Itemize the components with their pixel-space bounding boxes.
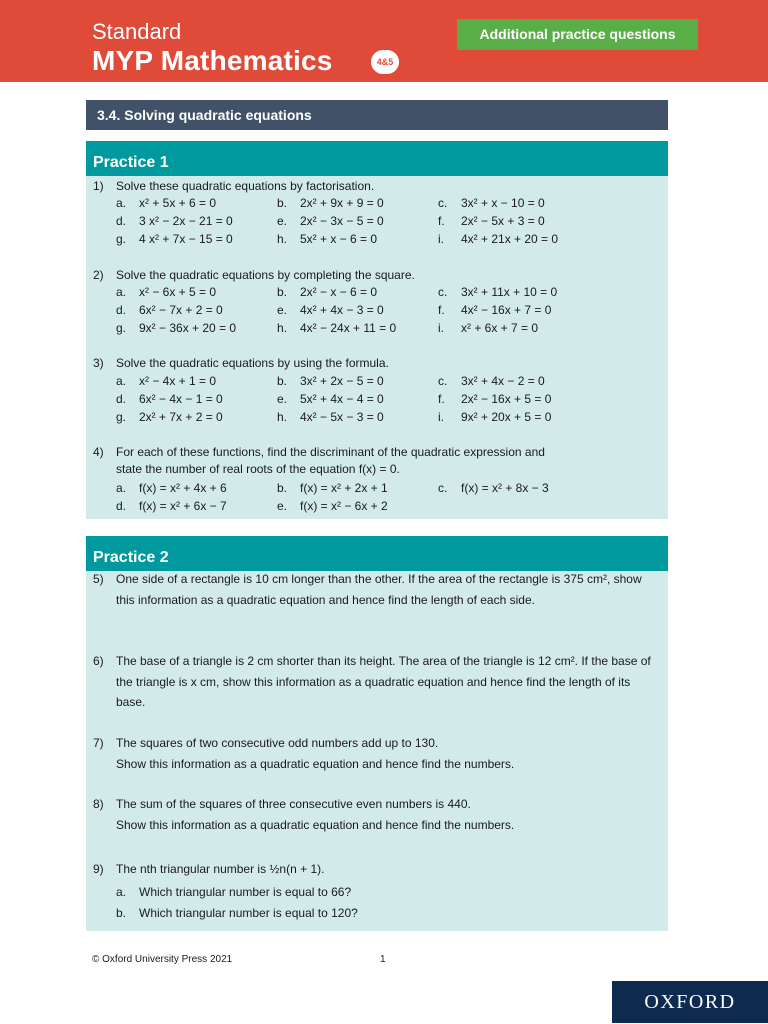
equation-item bbox=[277, 479, 388, 497]
oxford-logo: OXFORD bbox=[612, 981, 768, 1023]
equation-item bbox=[438, 372, 545, 390]
equation-text: 4x² − 24x + 11 = 0 bbox=[300, 321, 397, 335]
question-text bbox=[116, 733, 651, 774]
equation-text: 3x² + 4x − 2 = 0 bbox=[461, 374, 545, 388]
item-label: e. bbox=[277, 214, 288, 228]
item-label: h. bbox=[277, 410, 288, 424]
equation-item bbox=[116, 283, 216, 301]
question-number: 6) bbox=[93, 654, 104, 668]
equation-text: 6x² − 7x + 2 = 0 bbox=[139, 303, 223, 317]
question-text: Solve the quadratic equations by using the formula. bbox=[116, 356, 389, 370]
question-number: 7) bbox=[93, 736, 104, 750]
equation-text: 2x² − 16x + 5 = 0 bbox=[461, 392, 552, 406]
item-label: b. bbox=[277, 481, 288, 495]
question-number: 1) bbox=[93, 179, 104, 193]
equation-item bbox=[438, 212, 545, 230]
brand-standard: Standard bbox=[92, 19, 182, 44]
question-text: Solve the quadratic equations by completing the square. bbox=[116, 268, 415, 282]
item-label: e. bbox=[277, 392, 288, 406]
equation-text: 4x² − 5x − 3 = 0 bbox=[300, 410, 384, 424]
equation-text: 4 x² + 7x − 15 = 0 bbox=[139, 232, 233, 246]
item-label: i. bbox=[438, 410, 444, 424]
item-label: g. bbox=[116, 232, 127, 246]
item-label: g. bbox=[116, 410, 127, 424]
equation-item bbox=[116, 194, 216, 212]
equation-text: 3 x² − 2x − 21 = 0 bbox=[139, 214, 233, 228]
item-label: e. bbox=[277, 303, 288, 317]
item-label: b. bbox=[277, 196, 288, 210]
equation-text: 2x² − x − 6 = 0 bbox=[300, 285, 378, 299]
question-text: The base of a triangle is 2 cm shorter than its height. The area of the triangle is 12 cm². If the base of the triangle is x cm, show this information as a quadratic equation and hence find the length of its base. bbox=[116, 654, 651, 709]
equation-item bbox=[438, 479, 549, 497]
question-text: Solve these quadratic equations by factorisation. bbox=[116, 179, 375, 193]
equation-item bbox=[116, 408, 223, 426]
item-label: f. bbox=[438, 214, 445, 228]
equation-item bbox=[116, 479, 227, 497]
page-header bbox=[0, 0, 768, 82]
question-text: One side of a rectangle is 10 cm longer than the other. If the area of the rectangle is 375 cm², show this information as a quadratic equation and hence find the length of each side. bbox=[116, 572, 642, 607]
equation-item bbox=[116, 212, 233, 230]
equation-item bbox=[277, 497, 388, 515]
item-label: i. bbox=[438, 321, 444, 335]
item-label: a. bbox=[116, 196, 127, 210]
equation-text: f(x) = x² − 6x + 2 bbox=[300, 499, 388, 513]
question-text: For each of these functions, find the discriminant of the quadratic expression and bbox=[116, 445, 545, 459]
equation-item bbox=[438, 194, 545, 212]
copyright: © Oxford University Press 2021 bbox=[92, 954, 233, 965]
question-number: 9) bbox=[93, 862, 104, 876]
item-label: e. bbox=[277, 499, 288, 513]
grade-badge: 4&5 bbox=[371, 50, 399, 74]
equation-item bbox=[116, 301, 223, 319]
equation-text: 3x² + x − 10 = 0 bbox=[461, 196, 545, 210]
question-number: 5) bbox=[93, 572, 104, 586]
item-label: c. bbox=[438, 196, 448, 210]
equation-text: 5x² + 4x − 4 = 0 bbox=[300, 392, 384, 406]
equation-item bbox=[277, 194, 384, 212]
sub-label: a. bbox=[116, 885, 127, 899]
topic-title: 3.4. Solving quadratic equations bbox=[86, 100, 668, 130]
equation-item bbox=[116, 497, 227, 515]
item-label: d. bbox=[116, 392, 127, 406]
question-line-1: The sum of the squares of three consecutive even numbers is 440. bbox=[116, 797, 471, 811]
equation-item bbox=[116, 372, 216, 390]
equation-text: x² + 5x + 6 = 0 bbox=[139, 196, 217, 210]
item-label: d. bbox=[116, 214, 127, 228]
equation-text: f(x) = x² + 2x + 1 bbox=[300, 481, 388, 495]
question-number: 4) bbox=[93, 445, 104, 459]
item-label: h. bbox=[277, 232, 288, 246]
equation-item bbox=[116, 230, 233, 248]
page-number: 1 bbox=[380, 954, 386, 965]
equation-text: 9x² + 20x + 5 = 0 bbox=[461, 410, 552, 424]
equation-text: 4x² + 4x − 3 = 0 bbox=[300, 303, 384, 317]
item-label: a. bbox=[116, 285, 127, 299]
equation-text: 9x² − 36x + 20 = 0 bbox=[139, 321, 237, 335]
question-number: 2) bbox=[93, 268, 104, 282]
equation-text: 2x² − 5x + 3 = 0 bbox=[461, 214, 545, 228]
equation-text: 5x² + x − 6 = 0 bbox=[300, 232, 378, 246]
item-label: g. bbox=[116, 321, 127, 335]
equation-text: 2x² + 9x + 9 = 0 bbox=[300, 196, 384, 210]
equation-text: 2x² − 3x − 5 = 0 bbox=[300, 214, 384, 228]
question-9a bbox=[116, 882, 351, 903]
equation-item bbox=[277, 372, 384, 390]
question-text-continued: state the number of real roots of the equation f(x) = 0. bbox=[116, 462, 400, 476]
item-label: a. bbox=[116, 374, 127, 388]
equation-text: f(x) = x² + 6x − 7 bbox=[139, 499, 227, 513]
equation-item bbox=[438, 319, 538, 337]
item-label: c. bbox=[438, 285, 448, 299]
question-number: 8) bbox=[93, 797, 104, 811]
item-label: b. bbox=[277, 285, 288, 299]
equation-item bbox=[116, 390, 223, 408]
item-label: f. bbox=[438, 303, 445, 317]
question-line-2: Show this information as a quadratic equation and hence find the numbers. bbox=[116, 756, 515, 771]
question-line-2: Show this information as a quadratic equation and hence find the numbers. bbox=[116, 817, 515, 832]
equation-item bbox=[438, 301, 551, 319]
sub-text: Which triangular number is equal to 120? bbox=[139, 906, 358, 920]
equation-text: f(x) = x² + 8x − 3 bbox=[461, 481, 549, 495]
item-label: c. bbox=[438, 481, 448, 495]
practice-1-section bbox=[86, 141, 668, 519]
equation-text: 3x² + 2x − 5 = 0 bbox=[300, 374, 384, 388]
equation-text: x² − 6x + 5 = 0 bbox=[139, 285, 217, 299]
equation-text: f(x) = x² + 4x + 6 bbox=[139, 481, 227, 495]
item-label: d. bbox=[116, 499, 127, 513]
equation-item bbox=[116, 319, 236, 337]
practice-2-section bbox=[86, 536, 668, 931]
equation-text: 4x² + 21x + 20 = 0 bbox=[461, 232, 559, 246]
equation-item bbox=[438, 408, 551, 426]
equation-text: x² − 4x + 1 = 0 bbox=[139, 374, 217, 388]
equation-text: 2x² + 7x + 2 = 0 bbox=[139, 410, 223, 424]
sub-label: b. bbox=[116, 906, 127, 920]
equation-item bbox=[277, 301, 384, 319]
sub-text: Which triangular number is equal to 66? bbox=[139, 885, 352, 899]
equation-text: 4x² − 16x + 7 = 0 bbox=[461, 303, 552, 317]
practice-2-title: Practice 2 bbox=[86, 536, 668, 571]
item-label: i. bbox=[438, 232, 444, 246]
item-label: f. bbox=[438, 392, 445, 406]
equation-item bbox=[438, 390, 551, 408]
equation-item bbox=[277, 408, 384, 426]
question-9b bbox=[116, 903, 358, 924]
item-label: c. bbox=[438, 374, 448, 388]
equation-text: 6x² − 4x − 1 = 0 bbox=[139, 392, 223, 406]
question-text bbox=[116, 794, 651, 835]
equation-item bbox=[277, 212, 384, 230]
item-label: d. bbox=[116, 303, 127, 317]
practice-1-title: Practice 1 bbox=[86, 141, 668, 176]
question-number: 3) bbox=[93, 356, 104, 370]
brand-title: MYP Mathematics bbox=[92, 45, 333, 76]
item-label: a. bbox=[116, 481, 127, 495]
equation-item bbox=[277, 319, 396, 337]
item-label: b. bbox=[277, 374, 288, 388]
question-text: The nth triangular number is ½n(n + 1). bbox=[116, 862, 325, 876]
equation-text: 3x² + 11x + 10 = 0 bbox=[461, 285, 558, 299]
equation-text: x² + 6x + 7 = 0 bbox=[461, 321, 539, 335]
item-label: h. bbox=[277, 321, 288, 335]
equation-item bbox=[438, 230, 558, 248]
equation-item bbox=[277, 390, 384, 408]
equation-item bbox=[277, 283, 377, 301]
question-line-1: The squares of two consecutive odd numbers add up to 130. bbox=[116, 736, 439, 750]
equation-item bbox=[438, 283, 557, 301]
equation-item bbox=[277, 230, 377, 248]
additional-practice-badge: Additional practice questions bbox=[457, 19, 698, 50]
